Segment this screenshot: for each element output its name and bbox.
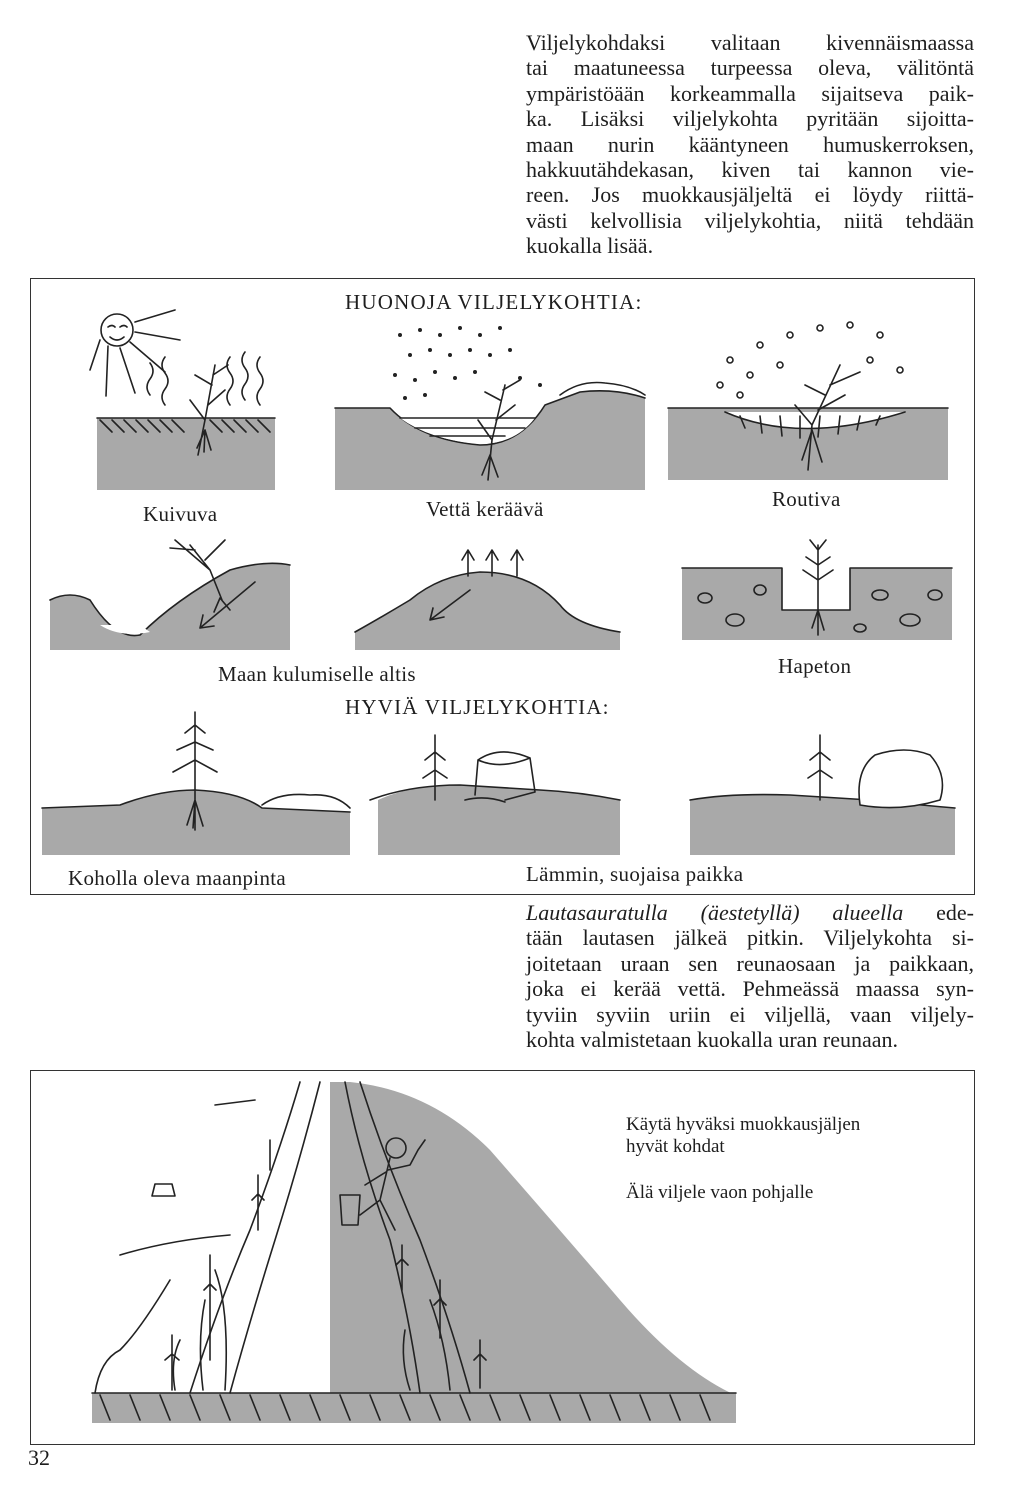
- paragraph-line: joka ei kerää vettä. Pehmeässä maassa syn-: [526, 976, 974, 1002]
- intro-line: tai maatuneessa turpeessa oleva, välitöntä: [526, 55, 974, 81]
- note-line: Käytä hyväksi muokkausjäljen: [626, 1114, 861, 1135]
- italic-lead: Lautasauratulla (äestetyllä) alueella: [526, 900, 904, 925]
- intro-line: Viljelykohdaksi valitaan kivennäismaassa: [526, 30, 974, 55]
- label-routiva: Routiva: [772, 487, 841, 511]
- furrow-note: [626, 1114, 860, 1158]
- intro-line: kuokalla lisää.: [526, 233, 654, 259]
- paragraph-line: joitetaan uraan sen reunaosaan ja paikkaan,: [526, 950, 974, 976]
- page-number: 32: [28, 1445, 50, 1470]
- paragraph-line: kohta valmistetaan kuokalla uran reunaan.: [526, 1027, 899, 1053]
- intro-line: reen. Jos muokkausjäljeltä ei löydy riittä-: [526, 182, 974, 208]
- label-lammin-suojaisa-paikka: Lämmin, suojaisa paikka: [526, 862, 744, 886]
- paragraph-line: tyviin syviin uriin ei viljellä, vaan viljely-: [526, 1001, 974, 1027]
- intro-line: ka. Lisäksi viljelykohta pyritään sijoitta-: [526, 106, 974, 132]
- bad-sites-heading: HUONOJA VILJELYKOHTIA:: [345, 290, 643, 314]
- label-maan-kulumiselle-altis: Maan kulumiselle altis: [218, 662, 416, 686]
- paragraph-line: Lautasauratulla (äestetyllä) alueella ede-: [526, 900, 975, 925]
- label-vetta-keraava: Vettä keräävä: [426, 497, 544, 521]
- intro-line: ympäristöään korkeammalla sijaitseva paik-: [526, 80, 974, 106]
- intro-line: maan nurin kääntyneen humuskerroksen,: [526, 131, 974, 157]
- furrow-warning-note: Älä viljele vaon pohjalle: [626, 1182, 814, 1203]
- note-line: hyvät kohdat: [626, 1136, 725, 1157]
- label-kuivuva: Kuivuva: [143, 502, 218, 526]
- label-koholla-oleva-maanpinta: Koholla oleva maanpinta: [68, 866, 286, 890]
- intro-line: västi kelvollisia viljelykohtia, niitä tehdään: [526, 207, 974, 233]
- intro-line: hakkuutähdekasan, kiven tai kannon vie-: [526, 157, 974, 183]
- good-sites-heading: HYVIÄ VILJELYKOHTIA:: [345, 695, 610, 719]
- label-hapeton: Hapeton: [778, 654, 852, 678]
- paragraph-line: tään lautasen jälkeä pitkin. Viljelykohta si-: [526, 925, 974, 951]
